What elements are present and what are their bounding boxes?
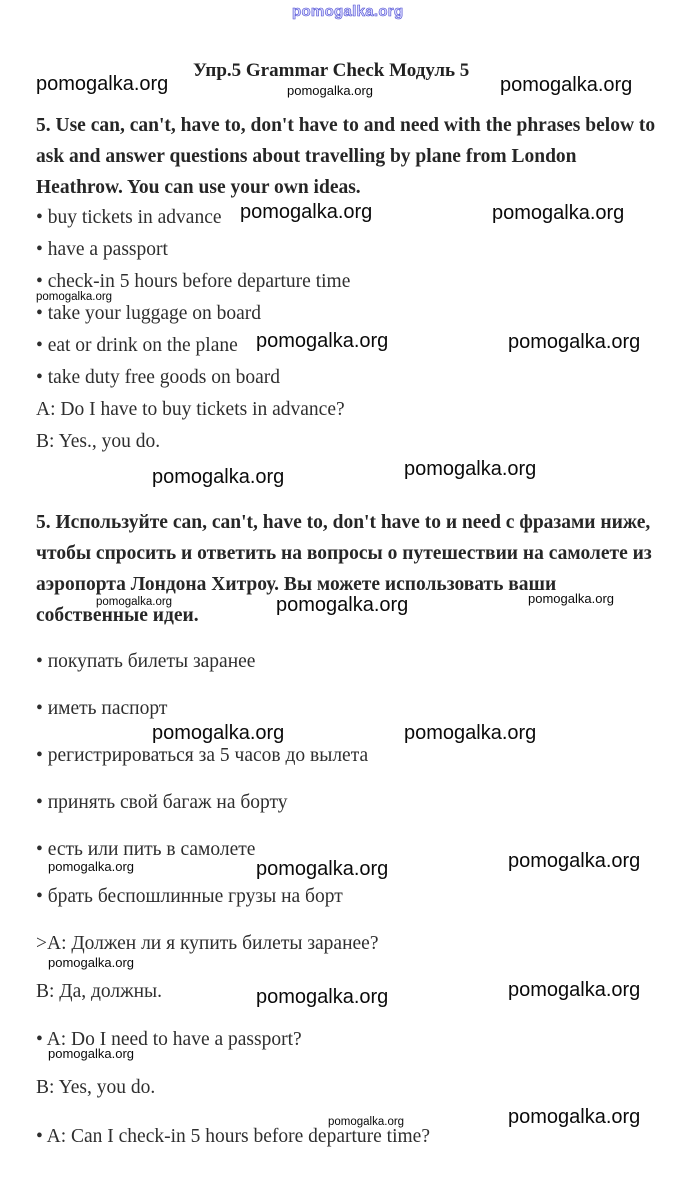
watermark: pomogalka.org [492, 202, 625, 224]
watermark: pomogalka.org [36, 73, 169, 95]
watermark: pomogalka.org [96, 596, 173, 608]
watermark: pomogalka.org [276, 594, 409, 616]
watermark: pomogalka.org [48, 1046, 134, 1061]
answer-2: B: Yes, you do. [36, 1077, 156, 1098]
dialogue-en-b: B: Yes., you do. [36, 431, 161, 452]
page-title: Упр.5 Grammar Check Модуль 5 [193, 60, 470, 81]
watermark: pomogalka.org [508, 1106, 641, 1128]
watermark: pomogalka.org [152, 722, 285, 744]
watermark: pomogalka.org [152, 466, 285, 488]
dialogue-ru-a: >A: Должен ли я купить билеты заранее? [36, 933, 379, 954]
watermark: pomogalka.org [404, 722, 537, 744]
bullet-en-1: • buy tickets in advance [36, 207, 222, 228]
answer-1: • A: Do I need to have a passport? [36, 1029, 302, 1050]
bullet-ru-6: • брать беспошлинные грузы на борт [36, 886, 343, 907]
bullet-en-2: • have a passport [36, 239, 168, 260]
bullet-en-3: • check-in 5 hours before departure time [36, 271, 351, 292]
watermark: pomogalka.org [508, 850, 641, 872]
watermark: pomogalka.org [500, 74, 633, 96]
bullet-ru-4: • принять свой багаж на борту [36, 792, 288, 813]
bullet-ru-5: • есть или пить в самолете [36, 839, 256, 860]
watermark: pomogalka.org [508, 979, 641, 1001]
watermark: pomogalka.org [256, 858, 389, 880]
watermark: pomogalka.org [528, 591, 614, 606]
watermark: pomogalka.org [404, 458, 537, 480]
bullet-en-6: • take duty free goods on board [36, 367, 281, 388]
bullet-ru-1: • покупать билеты заранее [36, 651, 256, 672]
bullet-en-4: • take your luggage on board [36, 303, 262, 324]
bullet-ru-2: • иметь паспорт [36, 698, 168, 719]
answer-3: • A: Can I check-in 5 hours before departure time? [36, 1126, 430, 1147]
watermark: pomogalka.org [240, 201, 373, 223]
dialogue-en-a: A: Do I have to buy tickets in advance? [36, 399, 345, 420]
bullet-ru-3: • регистрироваться за 5 часов до вылета [36, 745, 369, 766]
watermark: pomogalka.org [508, 331, 641, 353]
watermark: pomogalka.org [48, 955, 134, 970]
watermark: pomogalka.org [36, 291, 113, 303]
bullet-en-5: • eat or drink on the plane [36, 335, 238, 356]
watermark: pomogalka.org [256, 330, 389, 352]
task-russian: 5. Используйте can, can't, have to, don't have to и need с фразами ниже, чтобы спросить и ответить на вопросы о путешествии на самолете из аэропорта Лондона Хитроу. Вы можете использовать ваши собственные идеи. [36, 512, 652, 626]
dialogue-ru-b: В: Да, должны. [36, 981, 163, 1002]
watermark: pomogalka.org [48, 859, 134, 874]
watermark: pomogalka.org [287, 83, 373, 98]
task-english: 5. Use can, can't, have to, don't have to and need with the phrases below to ask and answer questions about travelling by plane from London Heathrow. You can use your own ideas. [36, 115, 656, 198]
watermark: pomogalka.org [328, 1116, 405, 1128]
header-watermark: pomogalka.org [292, 3, 404, 20]
watermark: pomogalka.org [256, 986, 389, 1008]
